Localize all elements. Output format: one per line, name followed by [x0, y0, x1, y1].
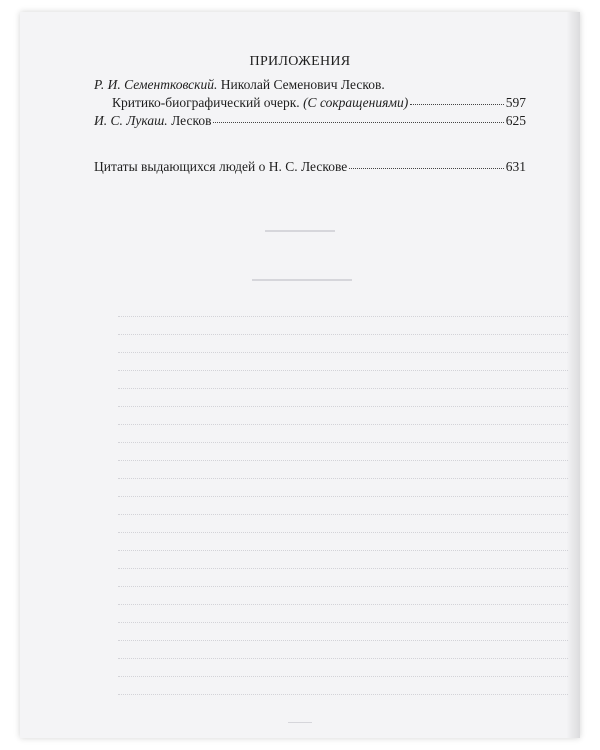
toc-entry-line — [94, 76, 526, 94]
work-title-continued: Критико-биографический очерк. — [112, 95, 300, 110]
toc-entry-lukash — [94, 112, 526, 130]
toc-entry-line — [94, 94, 526, 112]
toc-entry-line — [94, 158, 526, 176]
book-page — [20, 12, 580, 738]
quotes-title: Цитаты выдающихся людей о Н. С. Лескове — [94, 159, 348, 174]
work-title: Николай Семенович Лесков. — [220, 77, 385, 92]
work-title: Лесков — [171, 113, 212, 128]
toc-entry-text — [94, 76, 385, 94]
toc-entry-text — [94, 112, 211, 130]
toc-entry-sementkovsky — [94, 76, 526, 112]
page-content — [20, 12, 580, 738]
appendix-heading: ПРИЛОЖЕНИЯ — [249, 54, 351, 69]
toc-entry-line — [94, 112, 526, 130]
page-number: 631 — [505, 159, 526, 174]
dot-leader — [410, 93, 503, 105]
page-number: 625 — [505, 113, 526, 128]
work-note: (С сокращениями) — [303, 95, 409, 110]
dot-leader — [349, 157, 504, 169]
page-number: 597 — [505, 95, 526, 110]
toc-entry-text — [112, 94, 408, 112]
author-name: И. С. Лукаш. — [94, 113, 168, 128]
dot-leader — [213, 111, 503, 123]
author-name: Р. И. Сементковский. — [94, 77, 218, 92]
toc-entry-quotes — [94, 158, 526, 176]
